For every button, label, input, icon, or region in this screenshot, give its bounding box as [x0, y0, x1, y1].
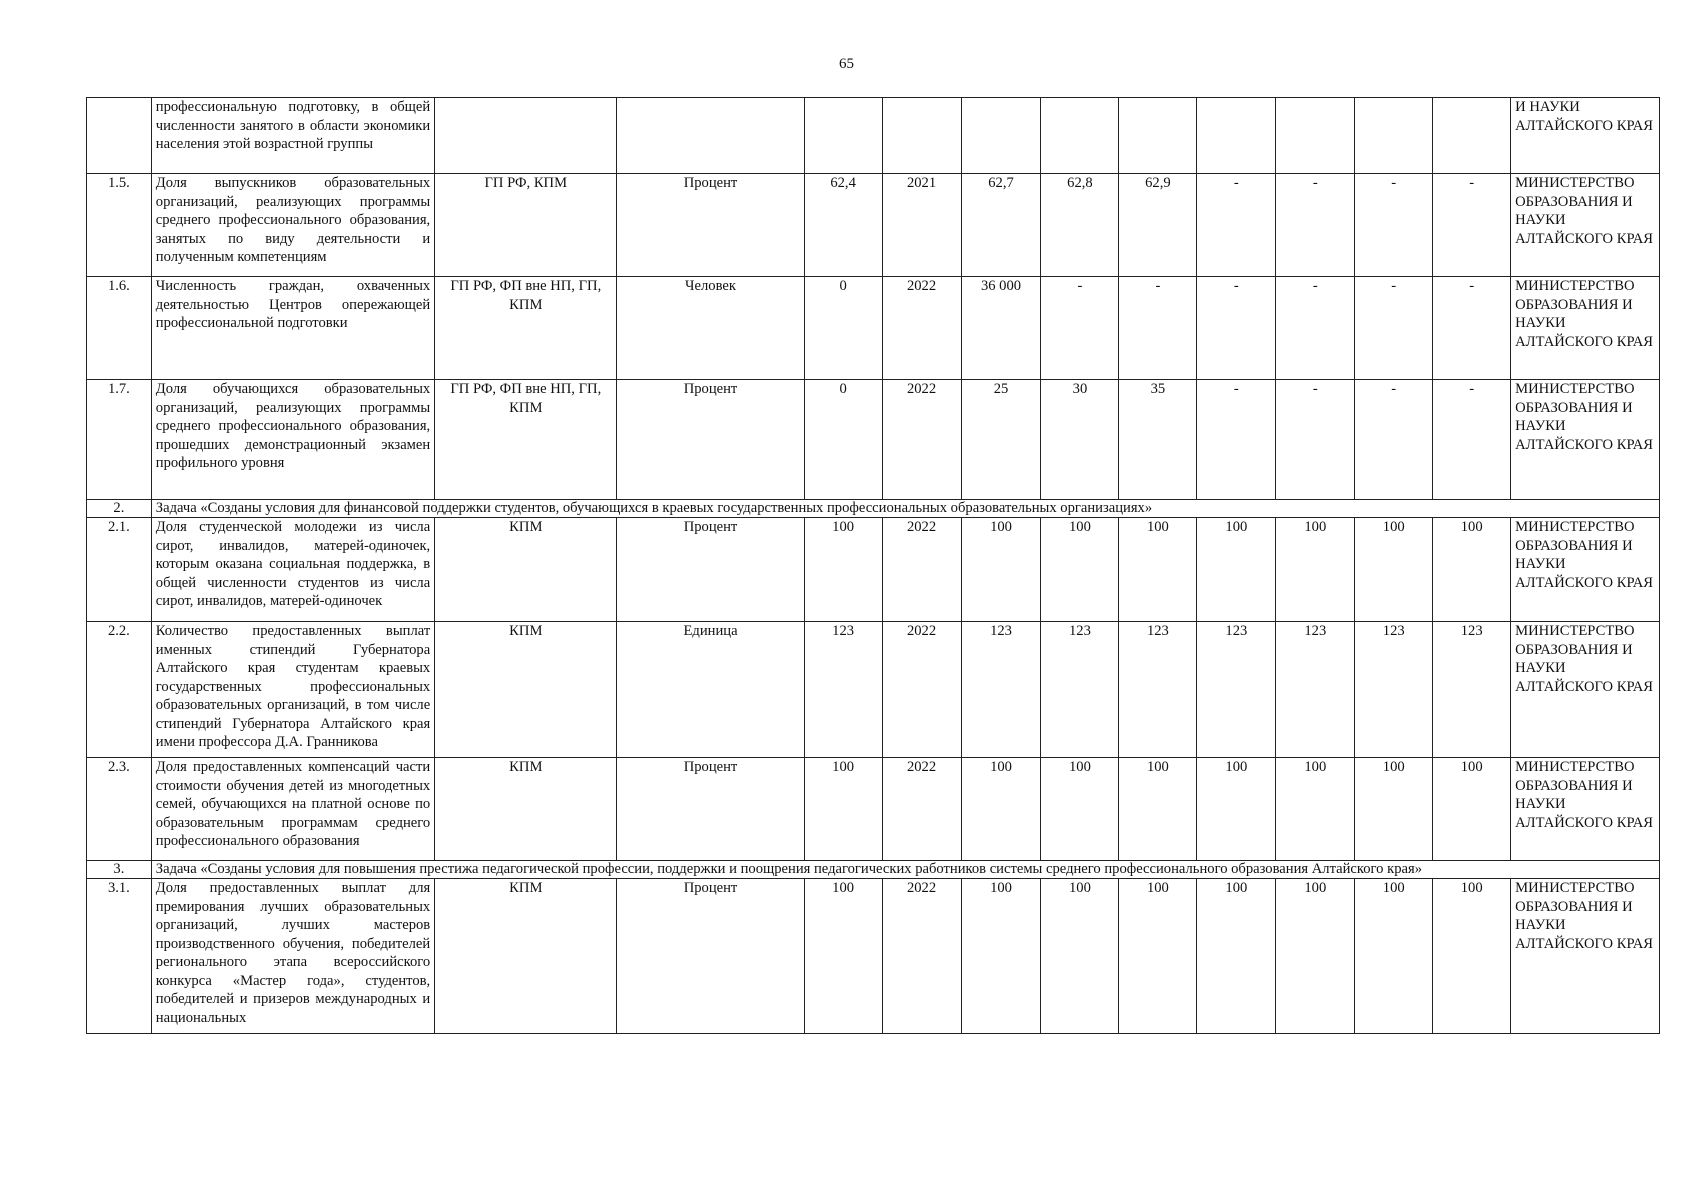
- target-value: 100: [1276, 518, 1355, 622]
- responsible-executor: МИНИСТЕРСТВО ОБРАЗОВАНИЯ И НАУКИ АЛТАЙСКОГО КРАЯ: [1511, 518, 1660, 622]
- unit-of-measure: [617, 98, 804, 174]
- unit-of-measure: Человек: [617, 277, 804, 380]
- unit-of-measure: Процент: [617, 380, 804, 500]
- indicator-name: Доля предоставленных компенсаций части стоимости обучения детей из многодетных семей, обучающихся на платной основе по образовательным программам среднего профессионального образования: [151, 758, 434, 861]
- target-value: 62,7: [961, 174, 1041, 277]
- target-value: 100: [1197, 758, 1276, 861]
- target-value: [1041, 98, 1119, 174]
- row-number: [87, 98, 152, 174]
- indicator-name: Количество предоставленных выплат именных стипендий Губернатора Алтайского края студентам краевых государственных профессиональных образовательных организаций, в том числе стипендий Губернатора Алтайского края имени профессора Д.А. Гранникова: [151, 622, 434, 758]
- indicator-source: ГП РФ, ФП вне НП, ГП, КПМ: [435, 380, 617, 500]
- unit-of-measure: Процент: [617, 174, 804, 277]
- unit-of-measure: Процент: [617, 879, 804, 1034]
- target-value: -: [1041, 277, 1119, 380]
- table-row: [87, 758, 1660, 861]
- base-year: 2022: [882, 879, 961, 1034]
- target-value: -: [1197, 277, 1276, 380]
- page-number: 65: [839, 56, 854, 72]
- target-value: 100: [1041, 518, 1119, 622]
- responsible-executor: МИНИСТЕРСТВО ОБРАЗОВАНИЯ И НАУКИ АЛТАЙСКОГО КРАЯ: [1511, 879, 1660, 1034]
- target-value: 100: [961, 518, 1041, 622]
- target-value: 100: [1276, 758, 1355, 861]
- target-value: -: [1119, 277, 1197, 380]
- target-value: 100: [1119, 879, 1197, 1034]
- target-value: 123: [1355, 622, 1433, 758]
- target-value: -: [1433, 277, 1511, 380]
- table-row: [87, 174, 1660, 277]
- indicator-source: ГП РФ, ФП вне НП, ГП, КПМ: [435, 277, 617, 380]
- table-row: [87, 277, 1660, 380]
- target-value: [1197, 98, 1276, 174]
- row-number: 2.1.: [87, 518, 152, 622]
- task-row: [87, 861, 1660, 879]
- indicator-source: [435, 98, 617, 174]
- responsible-executor: И НАУКИ АЛТАЙСКОГО КРАЯ: [1511, 98, 1660, 174]
- base-value: 100: [804, 758, 882, 861]
- target-value: 100: [961, 758, 1041, 861]
- indicator-name: Доля выпускников образовательных организаций, реализующих программы среднего профессионального образования, занятых по виду деятельности и полученным компетенциям: [151, 174, 434, 277]
- indicator-source: КПМ: [435, 758, 617, 861]
- responsible-executor: МИНИСТЕРСТВО ОБРАЗОВАНИЯ И НАУКИ АЛТАЙСКОГО КРАЯ: [1511, 758, 1660, 861]
- indicator-name: Численность граждан, охваченных деятельностью Центров опережающей профессиональной подготовки: [151, 277, 434, 380]
- target-value: -: [1276, 174, 1355, 277]
- task-title: Задача «Созданы условия для повышения престижа педагогической профессии, поддержки и поощрения педагогических работников системы среднего профессионального образования Алтайского края»: [151, 861, 1659, 879]
- base-year: 2022: [882, 277, 961, 380]
- base-year: 2022: [882, 758, 961, 861]
- row-number: 2.2.: [87, 622, 152, 758]
- unit-of-measure: Процент: [617, 518, 804, 622]
- base-year: [882, 98, 961, 174]
- indicator-name: Доля обучающихся образовательных организаций, реализующих программы среднего профессионального образования, прошедших демонстрационный экзамен профильного уровня: [151, 380, 434, 500]
- target-value: -: [1355, 174, 1433, 277]
- indicator-source: КПМ: [435, 622, 617, 758]
- target-value: 100: [1119, 518, 1197, 622]
- base-year: 2022: [882, 622, 961, 758]
- target-value: 62,8: [1041, 174, 1119, 277]
- target-value: 100: [961, 879, 1041, 1034]
- row-number: 1.6.: [87, 277, 152, 380]
- indicator-name: Доля предоставленных выплат для премирования лучших образовательных организаций, лучших мастеров производственного обучения, победителей регионального этапа всероссийского конкурса «Мастер года», студентов, победителей и призеров международных и национальных: [151, 879, 434, 1034]
- indicator-source: ГП РФ, КПМ: [435, 174, 617, 277]
- target-value: -: [1433, 174, 1511, 277]
- table-row: [87, 380, 1660, 500]
- base-year: 2021: [882, 174, 961, 277]
- base-value: 0: [804, 277, 882, 380]
- base-value: [804, 98, 882, 174]
- base-value: 0: [804, 380, 882, 500]
- target-value: -: [1197, 380, 1276, 500]
- target-value: 123: [1041, 622, 1119, 758]
- indicator-name: профессиональную подготовку, в общей численности занятого в области экономики населения этой возрастной группы: [151, 98, 434, 174]
- row-number: 2.: [87, 500, 152, 518]
- base-value: 100: [804, 518, 882, 622]
- target-value: -: [1355, 277, 1433, 380]
- target-value: 123: [1433, 622, 1511, 758]
- base-year: 2022: [882, 380, 961, 500]
- target-value: 123: [1119, 622, 1197, 758]
- target-value: -: [1276, 277, 1355, 380]
- base-value: 62,4: [804, 174, 882, 277]
- task-row: [87, 500, 1660, 518]
- indicators-table: [86, 97, 1660, 1034]
- row-number: 1.7.: [87, 380, 152, 500]
- target-value: 100: [1433, 879, 1511, 1034]
- target-value: 100: [1041, 879, 1119, 1034]
- target-value: 62,9: [1119, 174, 1197, 277]
- target-value: -: [1355, 380, 1433, 500]
- table-row: [87, 622, 1660, 758]
- unit-of-measure: Единица: [617, 622, 804, 758]
- target-value: 123: [961, 622, 1041, 758]
- target-value: 100: [1433, 518, 1511, 622]
- target-value: 100: [1041, 758, 1119, 861]
- target-value: 30: [1041, 380, 1119, 500]
- responsible-executor: МИНИСТЕРСТВО ОБРАЗОВАНИЯ И НАУКИ АЛТАЙСКОГО КРАЯ: [1511, 380, 1660, 500]
- target-value: 100: [1355, 758, 1433, 861]
- target-value: 100: [1433, 758, 1511, 861]
- target-value: -: [1433, 380, 1511, 500]
- target-value: 123: [1197, 622, 1276, 758]
- target-value: [1276, 98, 1355, 174]
- table-row: [87, 518, 1660, 622]
- target-value: -: [1197, 174, 1276, 277]
- indicator-source: КПМ: [435, 879, 617, 1034]
- target-value: 100: [1355, 879, 1433, 1034]
- table-row: [87, 879, 1660, 1034]
- row-number: 3.1.: [87, 879, 152, 1034]
- target-value: 100: [1197, 879, 1276, 1034]
- target-value: 100: [1197, 518, 1276, 622]
- base-value: 100: [804, 879, 882, 1034]
- target-value: 36 000: [961, 277, 1041, 380]
- row-number: 2.3.: [87, 758, 152, 861]
- target-value: 100: [1119, 758, 1197, 861]
- indicator-name: Доля студенческой молодежи из числа сирот, инвалидов, матерей-одиночек, которым оказана социальная поддержка, в общей численности студентов из числа сирот, инвалидов, матерей-одиночек: [151, 518, 434, 622]
- table-row: [87, 98, 1660, 174]
- target-value: [1433, 98, 1511, 174]
- unit-of-measure: Процент: [617, 758, 804, 861]
- target-value: 123: [1276, 622, 1355, 758]
- target-value: [1355, 98, 1433, 174]
- target-value: [961, 98, 1041, 174]
- responsible-executor: МИНИСТЕРСТВО ОБРАЗОВАНИЯ И НАУКИ АЛТАЙСКОГО КРАЯ: [1511, 277, 1660, 380]
- indicator-source: КПМ: [435, 518, 617, 622]
- target-value: 100: [1276, 879, 1355, 1034]
- responsible-executor: МИНИСТЕРСТВО ОБРАЗОВАНИЯ И НАУКИ АЛТАЙСКОГО КРАЯ: [1511, 622, 1660, 758]
- row-number: 3.: [87, 861, 152, 879]
- target-value: 35: [1119, 380, 1197, 500]
- base-value: 123: [804, 622, 882, 758]
- row-number: 1.5.: [87, 174, 152, 277]
- task-title: Задача «Созданы условия для финансовой поддержки студентов, обучающихся в краевых государственных профессиональных образовательных организациях»: [151, 500, 1659, 518]
- responsible-executor: МИНИСТЕРСТВО ОБРАЗОВАНИЯ И НАУКИ АЛТАЙСКОГО КРАЯ: [1511, 174, 1660, 277]
- base-year: 2022: [882, 518, 961, 622]
- target-value: [1119, 98, 1197, 174]
- target-value: 100: [1355, 518, 1433, 622]
- target-value: 25: [961, 380, 1041, 500]
- target-value: -: [1276, 380, 1355, 500]
